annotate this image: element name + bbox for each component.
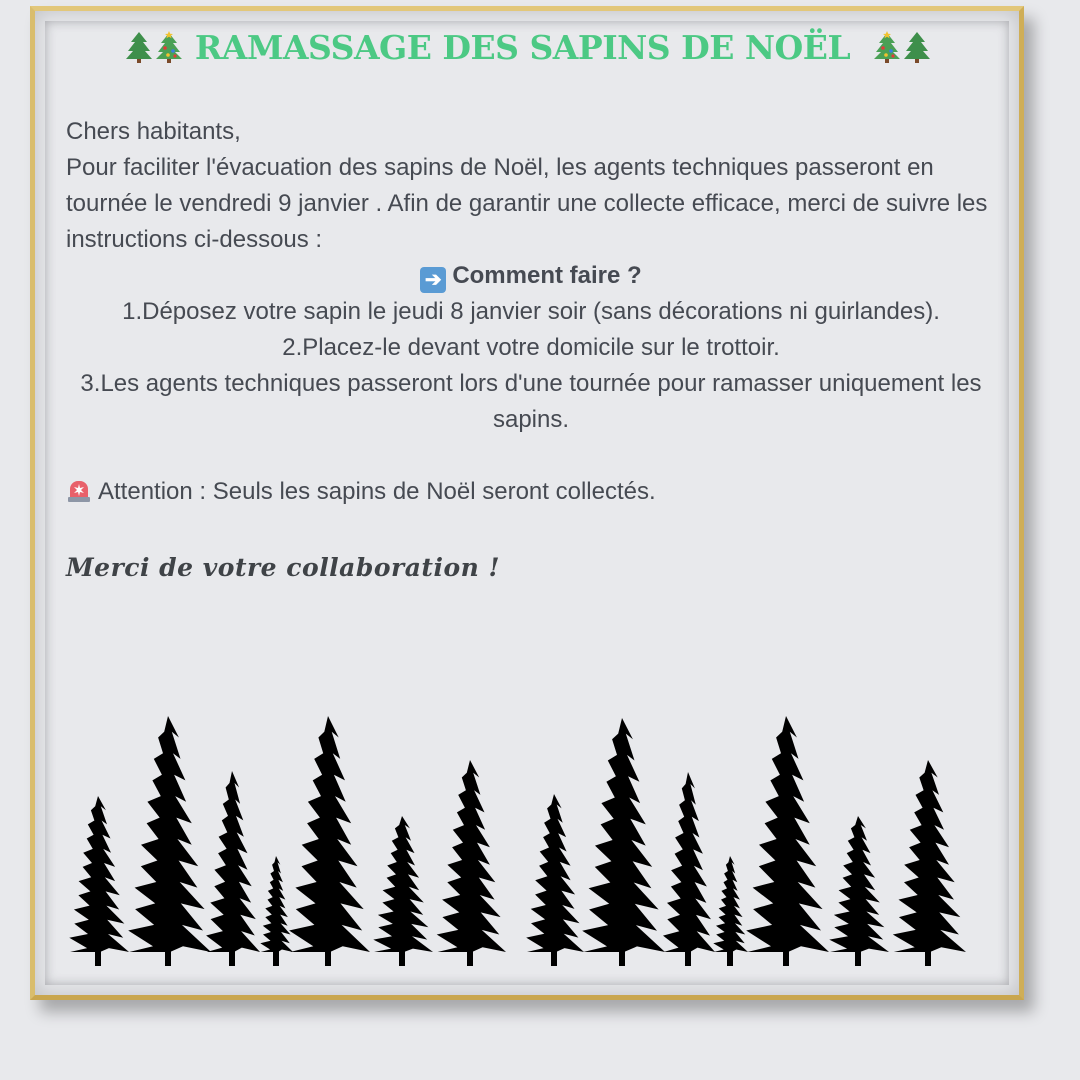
pine-tree bbox=[69, 796, 129, 952]
pine-trunk bbox=[467, 950, 473, 966]
step-3: 3.Les agents techniques passeront lors d'une tournée pour ramasser uniquement les sapins. bbox=[80, 370, 982, 433]
pine-tree bbox=[289, 716, 370, 952]
pine-tree bbox=[128, 716, 211, 952]
spacer bbox=[66, 438, 996, 474]
notice-body bbox=[66, 114, 996, 586]
intro-paragraph: Pour faciliter l'évacuation des sapins de Noël, les agents techniques passeront en tournée le vendredi 9 janvier . Afin de garantir une collecte efficace, merci de suivre les instructions ci-dessous : bbox=[66, 154, 988, 253]
pine-trunk bbox=[855, 950, 861, 966]
evergreen-tree-icon bbox=[125, 31, 153, 71]
step-2: 2.Placez-le devant votre domicile sur le trottoir. bbox=[282, 334, 780, 361]
pine-trunk bbox=[783, 950, 789, 966]
warning-text: Attention : Seuls les sapins de Noël seront collectés. bbox=[98, 478, 656, 505]
christmas-tree-icon bbox=[155, 31, 183, 71]
siren-light-icon bbox=[66, 477, 92, 514]
pine-tree bbox=[206, 771, 260, 952]
pine-tree bbox=[373, 816, 433, 952]
pine-trunk bbox=[273, 950, 279, 966]
pine-tree bbox=[663, 772, 715, 952]
pine-tree bbox=[713, 856, 748, 952]
pine-forest-silhouette bbox=[62, 716, 978, 976]
pine-tree bbox=[582, 718, 665, 952]
pine-tree bbox=[260, 856, 293, 952]
pine-trunk bbox=[551, 950, 557, 966]
pine-trunk bbox=[925, 950, 931, 966]
warning-line bbox=[66, 474, 996, 514]
pine-trunk bbox=[325, 950, 331, 966]
pine-trunk bbox=[229, 950, 235, 966]
pine-tree bbox=[746, 716, 829, 952]
pine-trunk bbox=[727, 950, 733, 966]
pine-trunk bbox=[685, 950, 691, 966]
poster-title-row bbox=[0, 28, 1056, 71]
how-title: Comment faire ? bbox=[452, 262, 642, 289]
pine-tree bbox=[526, 794, 584, 952]
pine-trunk bbox=[95, 950, 101, 966]
pine-tree bbox=[893, 760, 966, 952]
pine-tree bbox=[437, 760, 506, 952]
step-1: 1.Déposez votre sapin le jeudi 8 janvier soir (sans décorations ni guirlandes). bbox=[122, 298, 940, 325]
thanks-signature: Merci de votre collaboration ! bbox=[66, 553, 500, 582]
page-title: RAMASSAGE DES SAPINS DE NOËL bbox=[194, 28, 851, 67]
greeting: Chers habitants, bbox=[66, 118, 241, 145]
pine-trunk bbox=[399, 950, 405, 966]
evergreen-tree-icon bbox=[903, 31, 931, 71]
spacer bbox=[66, 514, 996, 550]
pine-trunk bbox=[619, 950, 625, 966]
pine-trunk bbox=[165, 950, 171, 966]
pine-tree bbox=[829, 816, 889, 952]
christmas-tree-icon bbox=[873, 31, 901, 71]
right-arrow-icon: ➔ bbox=[420, 267, 446, 293]
how-heading bbox=[66, 258, 996, 294]
